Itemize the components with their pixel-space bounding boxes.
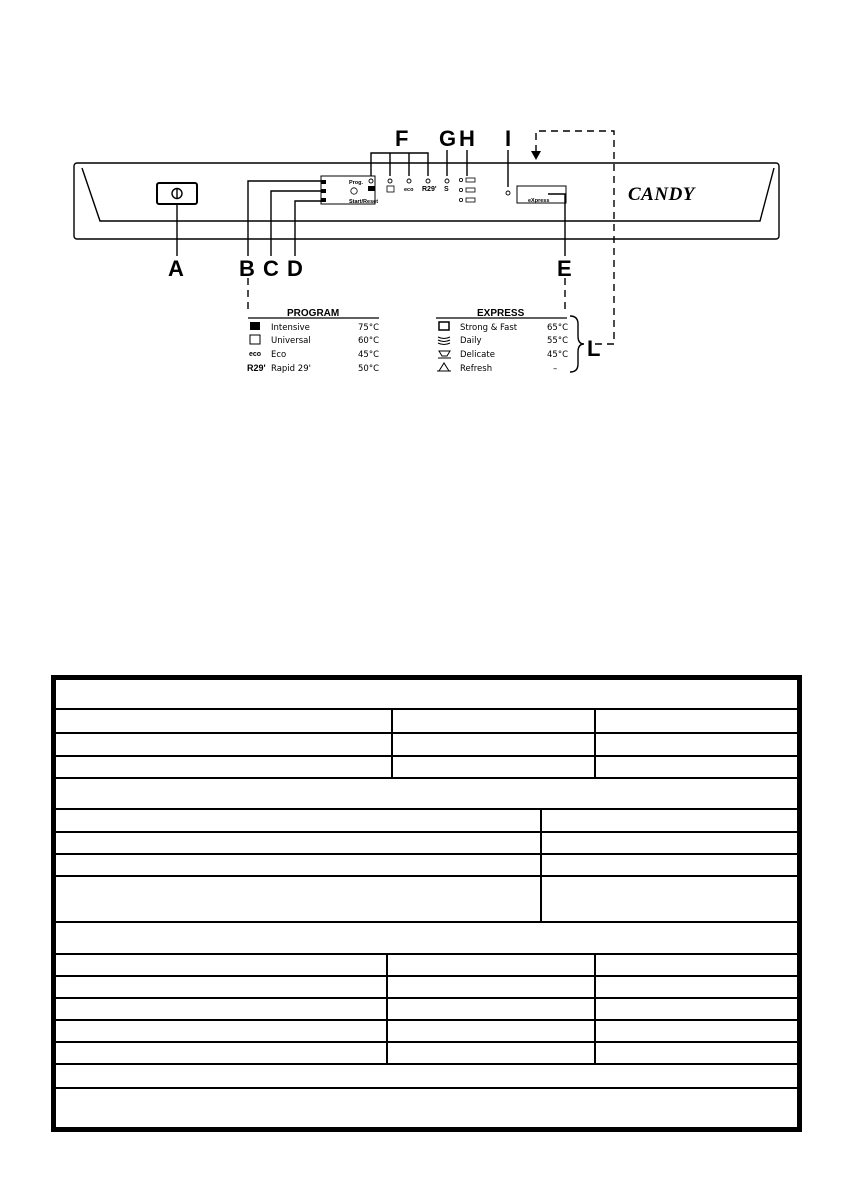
daily-plates-icon [438,337,450,345]
table-cell [594,999,596,1019]
program-row-name: Universal [271,336,311,346]
table-row [56,757,797,779]
program-indicators [369,179,449,183]
table-row [56,1021,797,1043]
table-row [56,833,797,855]
program-legend [247,308,379,374]
express-led [506,191,510,195]
table-cell [391,710,393,732]
program-row-temp: 45°C [358,350,380,360]
salt-icon: S [444,186,449,193]
callout-d: D [287,256,303,281]
table-cell [594,1021,596,1041]
express-row-name: Daily [460,336,482,346]
program-row-name: Rapid 29' [271,364,311,374]
table-cell [386,999,388,1019]
table-cell [540,810,542,831]
eco-icon: eco [249,351,262,358]
callout-l: L [587,336,601,361]
table-cell [386,977,388,997]
express-button[interactable] [517,186,566,204]
universal-pot-icon [387,186,394,192]
express-button-label: eXpress [528,198,550,204]
program-row-name: Intensive [271,323,310,333]
table-cell [386,1021,388,1041]
table-row [56,1043,797,1065]
callout-b: B [239,256,255,281]
arrow-head [531,151,541,160]
callout-f: F [395,126,409,151]
callout-h: H [459,126,475,151]
table-cell [540,877,542,921]
express-row-name: Delicate [460,350,495,360]
table-row [56,734,797,757]
universal-pot-icon [250,335,260,344]
express-brace [570,316,584,372]
strong-fast-icon [439,322,449,330]
table-row [56,999,797,1021]
rapid-icon: R29' [247,363,266,373]
table-cell [540,855,542,875]
refresh-icon [437,363,451,371]
express-legend [436,308,568,374]
table-row [56,923,797,955]
table-cell [594,710,596,732]
delicate-glass-icon [438,351,451,358]
start-reset-label: Start/Reset [349,199,379,205]
intensive-pot-icon [250,322,260,330]
callout-c: C [263,256,279,281]
table-cell [540,833,542,853]
table-row [56,680,797,710]
table-cell [386,1043,388,1063]
express-row-name: Refresh [460,364,493,374]
callout-f-bracket [371,153,428,176]
express-row-temp: 45°C [547,350,569,360]
table-cell [386,955,388,975]
program-row-temp: 50°C [358,364,380,374]
express-row-temp: – [553,364,558,374]
express-row-temp: 65°C [547,323,569,333]
program-row-name: Eco [271,350,287,360]
table-cell [391,734,393,755]
prog-label: Prog. [349,180,364,186]
callout-g: G [439,126,457,151]
program-indicator-icons [368,186,449,193]
intensive-pot-icon [368,186,375,191]
table-cell [594,757,596,777]
program-row-temp: 60°C [358,336,380,346]
table-row [56,1065,797,1089]
program-legend-title: PROGRAM [287,308,340,319]
table-cell [594,955,596,975]
table-row [56,977,797,999]
spec-table [51,675,802,1132]
eco-icon: eco [404,187,414,193]
brand-logo: CANDY [628,184,695,205]
callout-e: E [557,256,572,281]
table-row [56,779,797,810]
express-indicators [459,178,475,202]
express-row-name: Strong & Fast [460,323,518,333]
express-legend-title: EXPRESS [477,308,525,319]
table-cell [594,1043,596,1063]
table-cell [594,734,596,755]
table-row [56,710,797,734]
program-row-temp: 75°C [358,323,380,333]
callout-i: I [505,126,512,151]
table-row [56,955,797,977]
table-cell [594,977,596,997]
express-row-temp: 55°C [547,336,569,346]
rapid-icon: R29' [422,186,437,193]
table-row [56,855,797,877]
table-row [56,877,797,923]
power-button[interactable] [157,183,197,204]
callout-a: A [168,256,184,281]
table-cell [391,757,393,777]
table-row [56,810,797,833]
